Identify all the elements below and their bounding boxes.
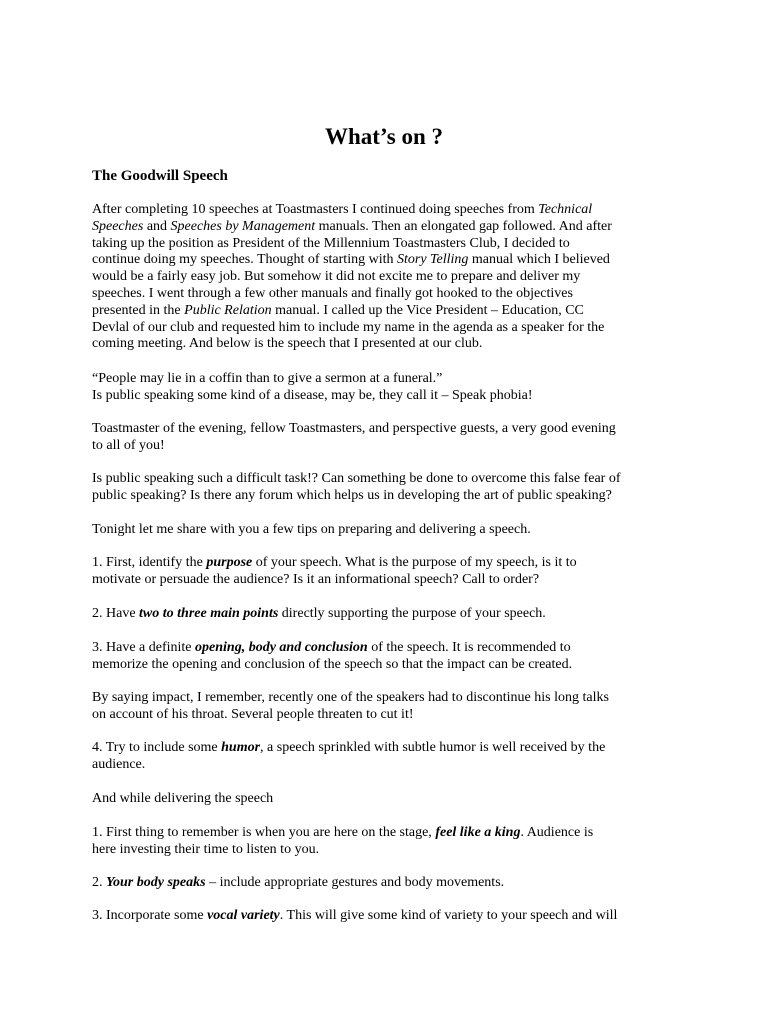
text-line: [92, 522, 682, 539]
text-line: [92, 236, 682, 253]
text-run: After completing 10 speeches at Toastmasters I continued doing speeches from: [92, 202, 539, 217]
text-run: continue doing my speeches. Thought of starting with: [92, 252, 397, 268]
impact-paragraph: [92, 690, 682, 724]
text-line: [92, 791, 682, 808]
text-run: And while delivering the speech: [92, 791, 274, 806]
text-line: [92, 286, 682, 303]
emphasis-text: feel like a king: [435, 825, 521, 840]
text-run: manual. I called up the Vice President – Education, CC: [271, 302, 584, 318]
text-run: 2. Have: [92, 606, 140, 621]
text-run: Devlal of our club and requested him to include my name in the agenda as a speaker for the: [92, 319, 605, 335]
text-run: presented in the: [92, 302, 185, 318]
page-title: What’s on ?: [325, 124, 443, 149]
delivery-tip-1: [92, 825, 682, 859]
text-line: [92, 388, 682, 405]
text-run: 3. Incorporate some: [92, 908, 208, 923]
text-line: [92, 336, 682, 353]
text-line: [92, 740, 682, 757]
text-run: to all of you!: [92, 437, 165, 453]
text-run: By saying impact, I remember, recently one of the speakers had to discontinue his long talks: [92, 690, 609, 705]
text-line: [92, 269, 682, 286]
emphasis-text: Your body speaks: [106, 875, 206, 890]
text-line: [92, 657, 682, 674]
italic-text: Story Telling: [396, 252, 469, 268]
delivery-tip-2: [92, 875, 682, 892]
text-run: manual which I believed: [468, 252, 610, 268]
greeting-paragraph: [92, 421, 682, 455]
text-run: would be a fairly easy job. But somehow it did not excite me to prepare and deliver my: [92, 269, 581, 285]
text-run: motivate or persuade the audience? Is it an informational speech? Call to order?: [92, 571, 540, 587]
section-heading: The Goodwill Speech: [92, 168, 228, 184]
text-run: 3. Have a definite: [92, 640, 196, 655]
text-run: of the speech. It is recommended to: [367, 640, 571, 655]
text-line: [92, 757, 682, 774]
text-line: [92, 252, 682, 269]
italic-text: Speeches: [92, 218, 144, 234]
question-paragraph: [92, 471, 682, 505]
text-run: public speaking? Is there any forum which helps us in developing the art of public speaking?: [92, 487, 612, 503]
text-run: . Audience is: [520, 825, 594, 840]
text-line: [92, 202, 682, 219]
text-run: Is public speaking some kind of a disease, may be, they call it – Speak phobia!: [92, 387, 533, 403]
emphasis-text: two to three main points: [139, 606, 279, 621]
text-line: [92, 320, 682, 337]
text-line: [92, 640, 682, 657]
text-run: coming meeting. And below is the speech that I presented at our club.: [92, 336, 483, 352]
text-run: , a speech sprinkled with subtle humor is well received by the: [260, 740, 606, 755]
text-run: “People may lie in a coffin than to give a sermon at a funeral.”: [92, 371, 443, 386]
text-run: here investing their time to listen to you.: [92, 841, 320, 857]
text-line: [92, 488, 682, 505]
prep-tip-2: [92, 606, 682, 623]
text-run: speeches. I went through a few other manuals and finally got hooked to the objectives: [92, 285, 573, 301]
text-line: [92, 908, 682, 925]
text-run: taking up the position as President of the Millennium Toastmasters Club, I decided to: [92, 235, 570, 251]
text-line: [92, 572, 682, 589]
prep-tip-1: [92, 555, 682, 589]
text-run: 4. Try to include some: [92, 740, 222, 755]
text-line: [92, 421, 682, 438]
text-run: of your speech. What is the purpose of my speech, is it to: [252, 555, 577, 570]
text-line: [92, 707, 682, 724]
text-line: [92, 303, 682, 320]
text-run: on account of his throat. Several people threaten to cut it!: [92, 706, 414, 722]
intro-paragraph: [92, 202, 682, 353]
text-run: directly supporting the purpose of your speech.: [278, 606, 546, 621]
emphasis-text: purpose: [206, 555, 253, 570]
text-run: 1. First, identify the: [92, 555, 207, 570]
text-run: Is public speaking such a difficult task!? Can something be done to overcome this false fear of: [92, 471, 621, 486]
italic-text: Public Relation: [184, 302, 272, 318]
emphasis-text: humor: [221, 740, 261, 755]
text-line: [92, 371, 682, 388]
text-run: memorize the opening and conclusion of the speech so that the impact can be created.: [92, 656, 573, 672]
text-run: . This will give some kind of variety to your speech and will: [279, 908, 618, 923]
text-run: manuals. Then an elongated gap followed. And after: [315, 218, 612, 234]
quote-paragraph: [92, 371, 682, 405]
prep-tip-4: [92, 740, 682, 774]
text-line: [92, 825, 682, 842]
text-run: 1. First thing to remember is when you are here on the stage,: [92, 825, 436, 840]
text-line: [92, 471, 682, 488]
text-run: Toastmaster of the evening, fellow Toastmasters, and perspective guests, a very good evening: [92, 421, 616, 436]
text-run: 2.: [92, 875, 106, 890]
tips-intro-paragraph: [92, 522, 682, 539]
delivery-tip-3: [92, 908, 682, 925]
text-run: audience.: [92, 756, 146, 772]
text-line: [92, 606, 682, 623]
text-run: and: [143, 218, 171, 234]
text-run: Tonight let me share with you a few tips on preparing and delivering a speech.: [92, 522, 531, 537]
text-line: [92, 690, 682, 707]
text-line: [92, 555, 682, 572]
italic-text: Speeches by Management: [170, 218, 316, 234]
text-line: [92, 842, 682, 859]
text-run: – include appropriate gestures and body movements.: [205, 875, 505, 890]
text-line: [92, 219, 682, 236]
emphasis-text: vocal variety: [207, 908, 280, 923]
prep-tip-3: [92, 640, 682, 674]
text-line: [92, 875, 682, 892]
delivery-intro-paragraph: [92, 791, 682, 808]
italic-text: Technical: [538, 202, 593, 217]
emphasis-text: opening, body and conclusion: [195, 640, 368, 655]
text-line: [92, 438, 682, 455]
